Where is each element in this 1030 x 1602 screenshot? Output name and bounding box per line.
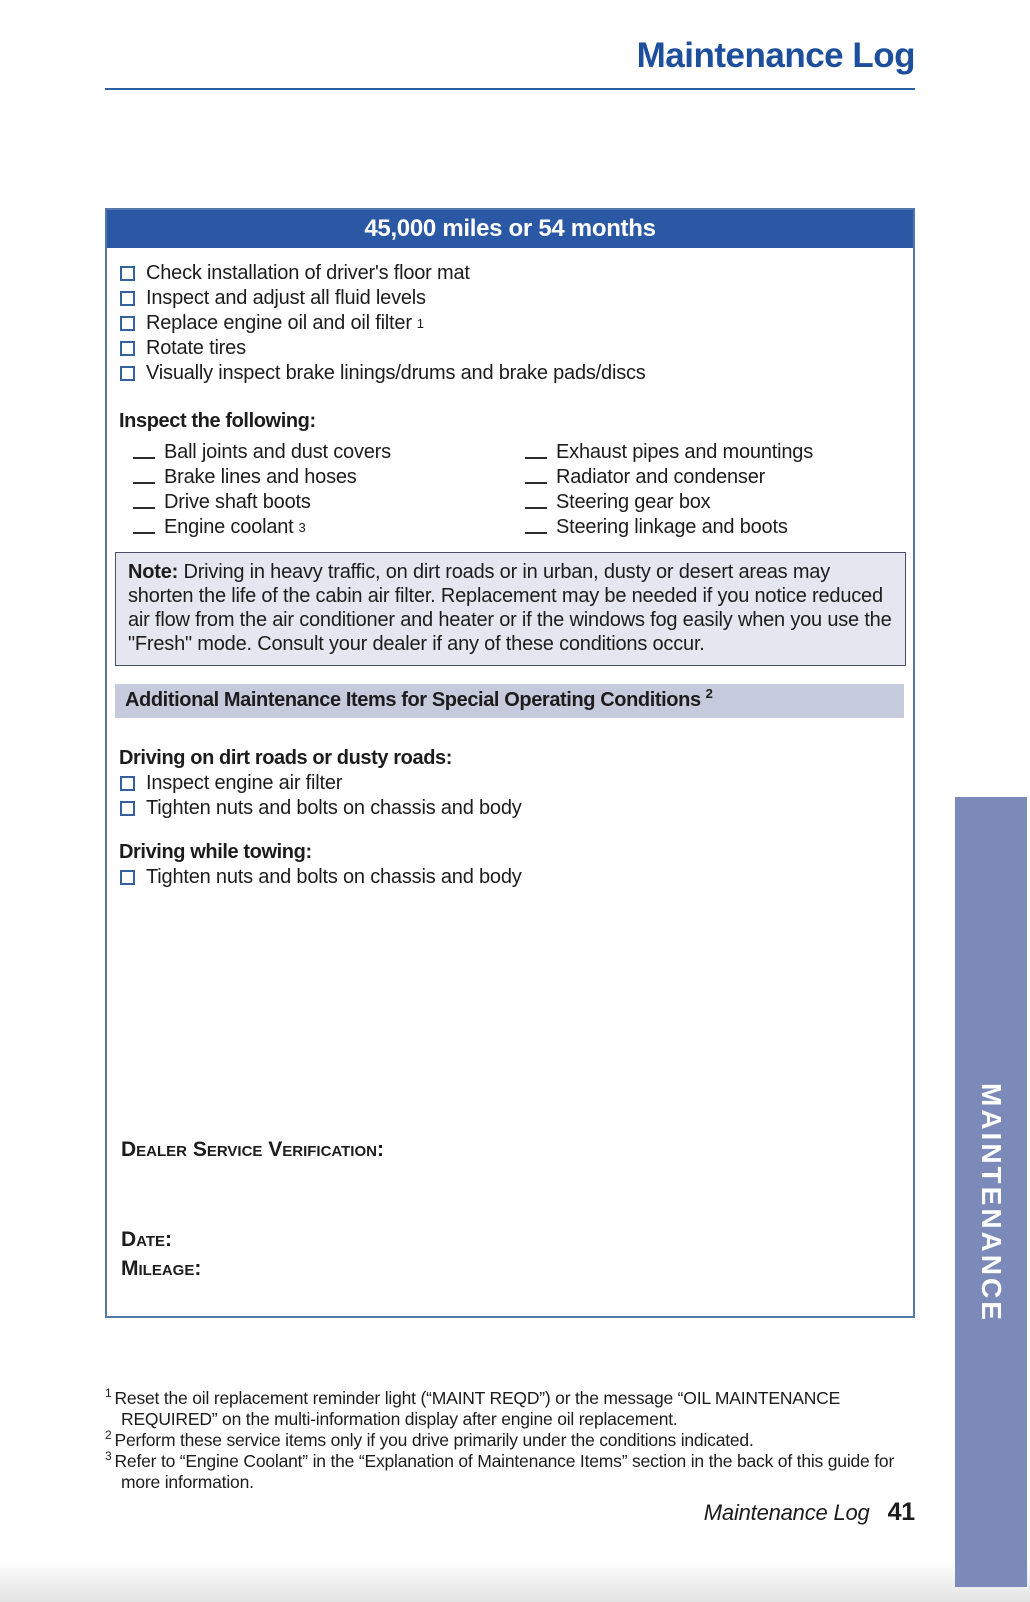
inspect-item [525, 490, 913, 515]
checkbox-icon[interactable] [120, 870, 135, 885]
inspect-item-label: Radiator and condenser [556, 466, 766, 488]
page-title: Maintenance Log [636, 36, 915, 75]
blank-line-icon [133, 521, 155, 534]
dirt-roads-checklist [120, 771, 913, 821]
mileage-label: Mileage: [121, 1257, 202, 1280]
footer-section-title: Maintenance Log [703, 1500, 870, 1525]
additional-items-band [115, 684, 904, 718]
checklist-item-label: Tighten nuts and bolts on chassis and body [146, 866, 522, 888]
checklist-item [120, 796, 913, 821]
checklist-item-label: Inspect and adjust all fluid levels [146, 287, 426, 309]
inspect-item: Engine coolant 3 [133, 515, 525, 540]
footnote-ref: 2 [705, 686, 713, 702]
note-callout [115, 552, 906, 666]
checklist-item [120, 865, 913, 890]
section-tab-maintenance[interactable] [955, 797, 1027, 1587]
checklist-item [120, 361, 913, 386]
page-footer [704, 1498, 915, 1527]
additional-items-label: Additional Maintenance Items for Special Operating Conditions [125, 689, 701, 711]
service-checklist [120, 261, 913, 386]
footnote-number: 1 [105, 1386, 112, 1401]
note-label: Note: [128, 561, 179, 583]
footnote-number: 3 [105, 1449, 112, 1464]
header-divider [105, 88, 915, 90]
footnote-1 [105, 1388, 917, 1430]
blank-line-icon [525, 496, 547, 509]
checklist-item: Replace engine oil and oil filter 1 [120, 311, 913, 336]
section-tab-label: MAINTENANCE [976, 1083, 1007, 1323]
inspect-item-label: Drive shaft boots [164, 491, 311, 513]
inspect-list-right-column [525, 440, 913, 540]
footnote-2 [105, 1430, 917, 1451]
checklist-item [120, 261, 913, 286]
footnote-number: 2 [105, 1428, 112, 1443]
checklist-item-label: Replace engine oil and oil filter [146, 312, 412, 334]
dirt-roads-heading: Driving on dirt roads or dusty roads: [119, 747, 453, 769]
towing-checklist [120, 865, 913, 890]
inspect-list [107, 440, 913, 540]
checklist-item [120, 771, 913, 796]
inspect-item-label: Steering linkage and boots [556, 516, 788, 538]
checkbox-icon[interactable] [120, 366, 135, 381]
footnotes [105, 1388, 917, 1493]
dealer-service-verification-label: Dealer Service Verification: [121, 1138, 384, 1161]
inspect-item [525, 515, 913, 540]
inspect-item [525, 440, 913, 465]
checklist-item-label: Inspect engine air filter [146, 772, 343, 794]
blank-line-icon [525, 521, 547, 534]
checklist-item [120, 336, 913, 361]
checkbox-icon[interactable] [120, 266, 135, 281]
maintenance-interval-panel [105, 208, 915, 1318]
inspect-item [133, 465, 525, 490]
footnote-text: Perform these service items only if you drive primarily under the conditions indicated. [114, 1430, 754, 1450]
checklist-item [120, 286, 913, 311]
date-label: Date: [121, 1228, 173, 1251]
checklist-item-label: Tighten nuts and bolts on chassis and body [146, 797, 522, 819]
footnote-text: Reset the oil replacement reminder light (“MAINT REQD”) or the message “OIL MAINTENANCE REQUIRED” on the multi-information display after engine oil replacement. [114, 1388, 841, 1429]
blank-line-icon [133, 496, 155, 509]
checklist-item-label: Check installation of driver's floor mat [146, 262, 470, 284]
inspect-list-left-column [107, 440, 525, 540]
page-number: 41 [887, 1498, 915, 1526]
inspect-item-label: Brake lines and hoses [164, 466, 357, 488]
towing-heading: Driving while towing: [119, 841, 312, 863]
blank-line-icon [133, 446, 155, 459]
note-text: Driving in heavy traffic, on dirt roads or in urban, dusty or desert areas may shorten the life of the cabin air filter. Replacement may be needed if you notice reduced air flow from the air conditioner and heater or if the windows fog easily when you use the "Fresh" mode. Consult your dealer if any of these conditions occur. [128, 561, 892, 655]
inspect-item [525, 465, 913, 490]
checkbox-icon[interactable] [120, 341, 135, 356]
blank-line-icon [525, 471, 547, 484]
checkbox-icon[interactable] [120, 801, 135, 816]
inspect-item-label: Steering gear box [556, 491, 711, 513]
footnote-text: Refer to “Engine Coolant” in the “Explanation of Maintenance Items” section in the back of this guide for more information. [114, 1451, 895, 1492]
interval-title-bar: 45,000 miles or 54 months [107, 210, 913, 248]
checkbox-icon[interactable] [120, 291, 135, 306]
inspect-heading: Inspect the following: [119, 410, 316, 432]
blank-line-icon [133, 471, 155, 484]
checkbox-icon[interactable] [120, 316, 135, 331]
inspect-item-label: Engine coolant [164, 516, 294, 538]
checklist-item-label: Rotate tires [146, 337, 246, 359]
checklist-item-label: Visually inspect brake linings/drums and brake pads/discs [146, 362, 646, 384]
blank-line-icon [525, 446, 547, 459]
footnote-3 [105, 1451, 917, 1493]
inspect-item-label: Ball joints and dust covers [164, 441, 391, 463]
checkbox-icon[interactable] [120, 776, 135, 791]
inspect-item [133, 490, 525, 515]
inspect-item-label: Exhaust pipes and mountings [556, 441, 813, 463]
inspect-item [133, 440, 525, 465]
